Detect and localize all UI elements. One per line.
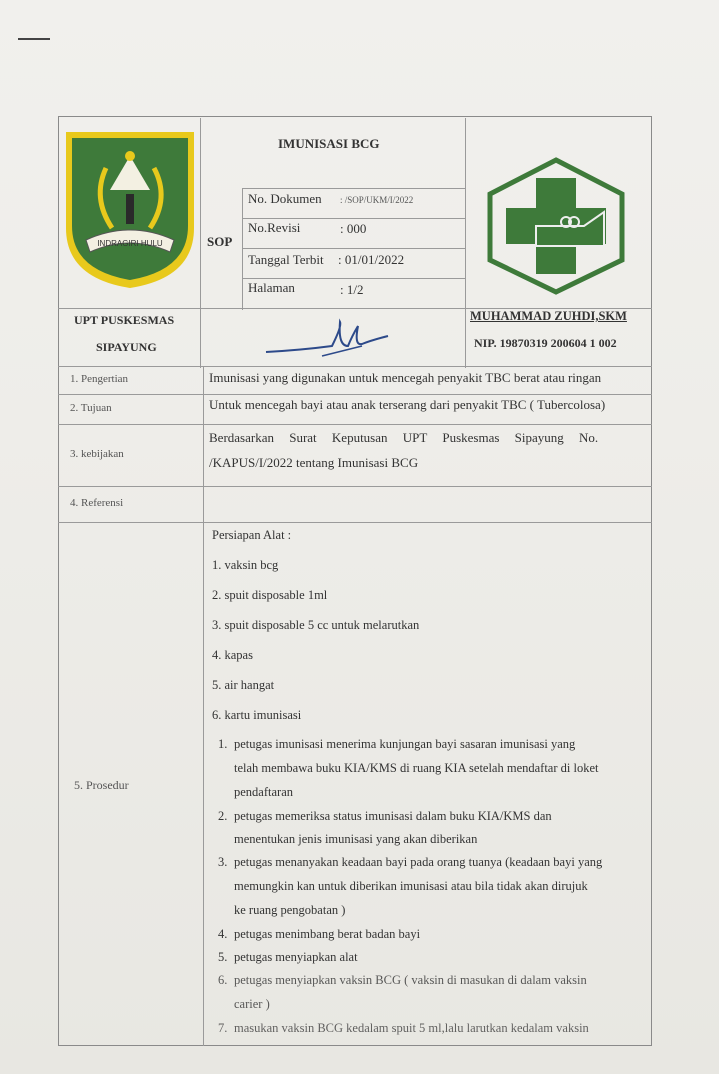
org-name: UPT PUSKESMAS: [74, 313, 175, 327]
step-number: 2.: [218, 809, 228, 823]
section-text: Untuk mencegah bayi atau anak terserang dari penyakit TBC ( Tubercolosa): [209, 397, 606, 412]
field-label: No. Dokumen: [248, 191, 322, 206]
org-location: SIPAYUNG: [96, 340, 157, 354]
list-item: 4. kapas: [212, 648, 253, 662]
step-line: memungkin kan untuk diberikan imunisasi atau bila tidak akan dirujuk: [234, 879, 588, 893]
step-number: 3.: [218, 855, 228, 869]
emblem-text: INDRAGIRI HULU: [97, 239, 163, 248]
step-number: 5.: [218, 950, 228, 964]
section-text: /KAPUS/I/2022 tentang Imunisasi BCG: [209, 455, 419, 470]
divider: [203, 366, 204, 1046]
indragiri-hulu-emblem: [62, 128, 198, 292]
sop-label: SOP: [207, 234, 233, 249]
dash-mark: [18, 38, 50, 40]
field-label: No.Revisi: [248, 220, 301, 235]
field-value: : /SOP/UKM/I/2022: [340, 195, 414, 205]
step-line: petugas menyiapkan vaksin BCG ( vaksin di masukan di dalam vaksin: [234, 973, 587, 987]
step-number: 6.: [218, 973, 228, 987]
list-item: 1. vaksin bcg: [212, 558, 279, 572]
section-label: 5. Prosedur: [74, 778, 129, 792]
list-item: 2. spuit disposable 1ml: [212, 588, 328, 602]
step-line: masukan vaksin BCG kedalam spuit 5 ml,lalu larutkan kedalam vaksin: [234, 1021, 589, 1035]
section-label: 2. Tujuan: [70, 402, 112, 414]
step-line: petugas imunisasi menerima kunjungan bayi sasaran imunisasi yang: [234, 737, 576, 751]
section-text: Imunisasi yang digunakan untuk mencegah penyakit TBC berat atau ringan: [209, 370, 602, 385]
field-label: Tanggal Terbit: [248, 252, 324, 267]
divider: [58, 424, 652, 425]
step-line: menentukan jenis imunisasi yang akan diberikan: [234, 832, 478, 846]
puskesmas-logo: [484, 156, 628, 296]
step-line: petugas memeriksa status imunisasi dalam buku KIA/KMS dan: [234, 809, 552, 823]
list-item: 3. spuit disposable 5 cc untuk melarutkan: [212, 618, 420, 632]
divider: [242, 188, 243, 310]
step-line: ke ruang pengobatan ): [234, 903, 346, 917]
divider: [200, 118, 201, 368]
document-title: IMUNISASI BCG: [278, 136, 380, 151]
list-item: 5. air hangat: [212, 678, 275, 692]
step-number: 7.: [218, 1021, 228, 1035]
signer-nip: NIP. 19870319 200604 1 002: [474, 336, 617, 350]
step-line: petugas menimbang berat badan bayi: [234, 927, 421, 941]
section-label: 3. kebijakan: [70, 448, 124, 460]
step-number: 1.: [218, 737, 228, 751]
divider: [58, 366, 652, 367]
section-label: 4. Referensi: [70, 497, 124, 509]
divider: [242, 248, 466, 249]
divider: [58, 394, 652, 395]
field-label: Halaman: [248, 280, 295, 295]
divider: [242, 278, 466, 279]
field-value: : 01/01/2022: [338, 252, 405, 267]
step-line: pendaftaran: [234, 785, 293, 799]
divider: [465, 118, 466, 368]
divider: [242, 218, 466, 219]
signer-name: MUHAMMAD ZUHDI,SKM: [470, 309, 627, 323]
signature: [262, 316, 392, 364]
divider: [58, 486, 652, 487]
list-item: 6. kartu imunisasi: [212, 708, 302, 722]
section-text: Berdasarkan Surat Keputusan UPT Puskesmas Sipayung No.: [209, 430, 599, 445]
alat-title: Persiapan Alat :: [212, 528, 292, 542]
step-line: telah membawa buku KIA/KMS di ruang KIA setelah mendaftar di loket: [234, 761, 599, 775]
section-label: 1. Pengertian: [70, 373, 129, 385]
field-value: : 000: [340, 221, 367, 236]
step-line: carier ): [234, 997, 270, 1011]
divider: [58, 522, 652, 523]
step-line: petugas menyiapkan alat: [234, 950, 358, 964]
divider: [242, 188, 466, 189]
step-line: petugas menanyakan keadaan bayi pada orang tuanya (keadaan bayi yang: [234, 855, 603, 869]
field-value: : 1/2: [340, 282, 364, 297]
step-number: 4.: [218, 927, 228, 941]
